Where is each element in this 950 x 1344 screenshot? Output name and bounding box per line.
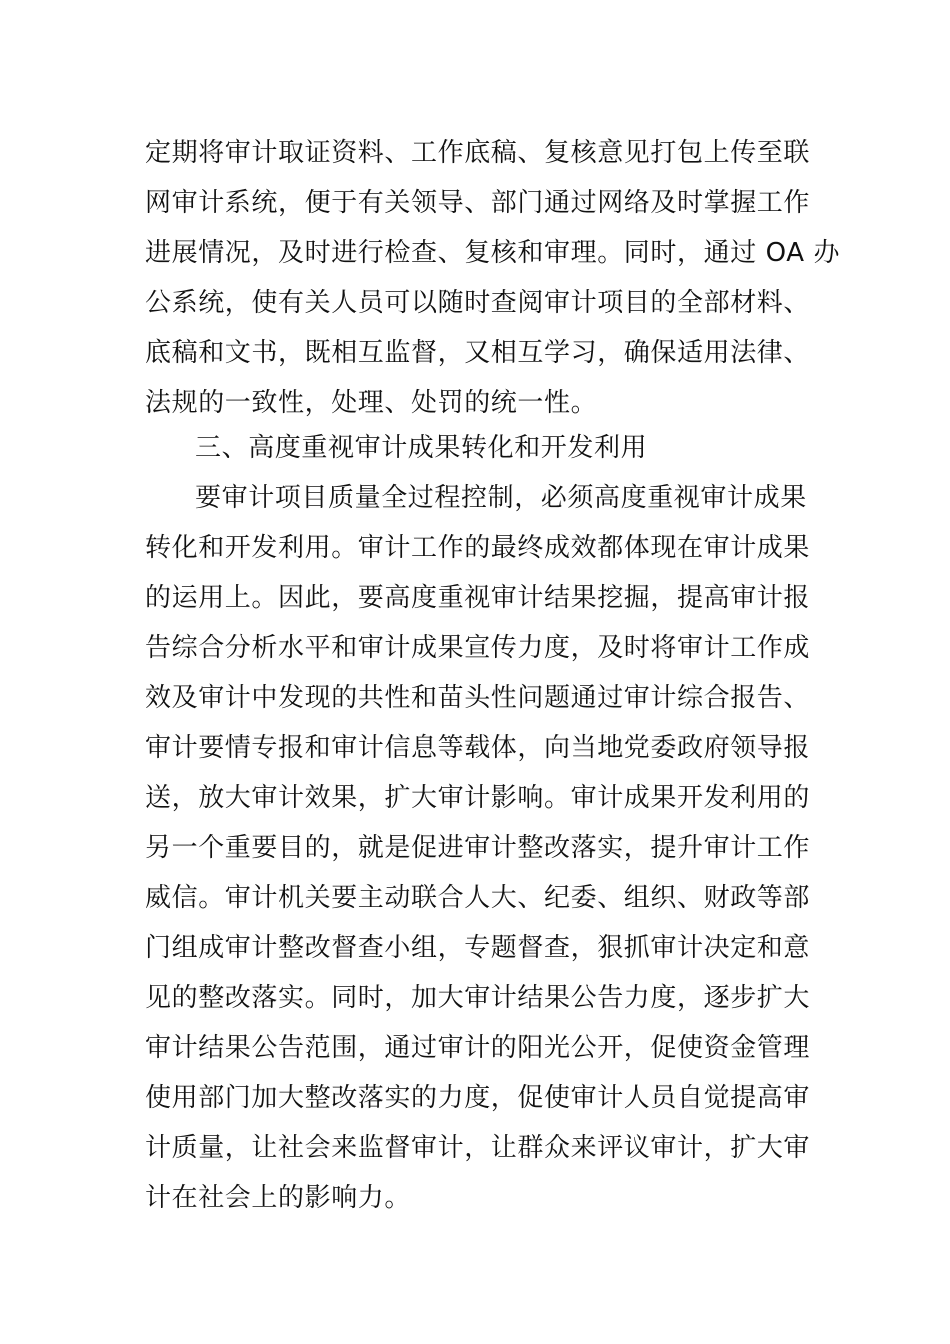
- paragraph-line: 转化和开发利用。审计工作的最终成效都体现在审计成果: [145, 533, 811, 563]
- paragraph-line: 计在社会上的影响力。: [145, 1183, 412, 1213]
- paragraph-line: 法规的一致性，处理、处罚的统一性。: [145, 388, 598, 418]
- paragraph-line: 送，放大审计效果，扩大审计影响。审计成果开发利用的: [145, 783, 811, 813]
- paragraph-line: 公系统，使有关人员可以随时查阅审计项目的全部材料、: [145, 288, 811, 318]
- paragraph-2: [145, 473, 810, 1223]
- paragraph-line: 见的整改落实。同时，加大审计结果公告力度，逐步扩大: [145, 983, 811, 1013]
- paragraph-line: 定期将审计取证资料、工作底稿、复核意见打包上传至联: [145, 138, 811, 168]
- paragraph-line: 进展情况，及时进行检查、复核和审理。同时，通过 OA 办: [145, 238, 841, 268]
- paragraph-line: 威信。审计机关要主动联合人大、纪委、组织、财政等部: [145, 883, 811, 913]
- paragraph-line: 网审计系统，便于有关领导、部门通过网络及时掌握工作: [145, 188, 811, 218]
- paragraph-line: 的运用上。因此，要高度重视审计结果挖掘，提高审计报: [145, 583, 811, 613]
- paragraph-line: 告综合分析水平和审计成果宣传力度，及时将审计工作成: [145, 633, 811, 663]
- paragraph-line: 审计结果公告范围，通过审计的阳光公开，促使资金管理: [145, 1033, 811, 1063]
- section-heading: [145, 423, 810, 473]
- paragraph-line: 要审计项目质量全过程控制，必须高度重视审计成果: [195, 483, 807, 513]
- paragraph-line: 效及审计中发现的共性和苗头性问题通过审计综合报告、: [145, 683, 811, 713]
- paragraph-line: 门组成审计整改督查小组，专题督查，狠抓审计决定和意: [145, 933, 811, 963]
- paragraph-line: 计质量，让社会来监督审计，让群众来评议审计，扩大审: [145, 1133, 811, 1163]
- paragraph-line: 使用部门加大整改落实的力度，促使审计人员自觉提高审: [145, 1083, 811, 1113]
- paragraph-line: 底稿和文书，既相互监督，又相互学习，确保适用法律、: [145, 338, 811, 368]
- section-3-heading: 三、高度重视审计成果转化和开发利用: [195, 433, 648, 463]
- paragraph-line: 另一个重要目的，就是促进审计整改落实，提升审计工作: [145, 833, 811, 863]
- paragraph-1: [145, 128, 841, 428]
- paragraph-line: 审计要情专报和审计信息等载体，向当地党委政府领导报: [145, 733, 811, 763]
